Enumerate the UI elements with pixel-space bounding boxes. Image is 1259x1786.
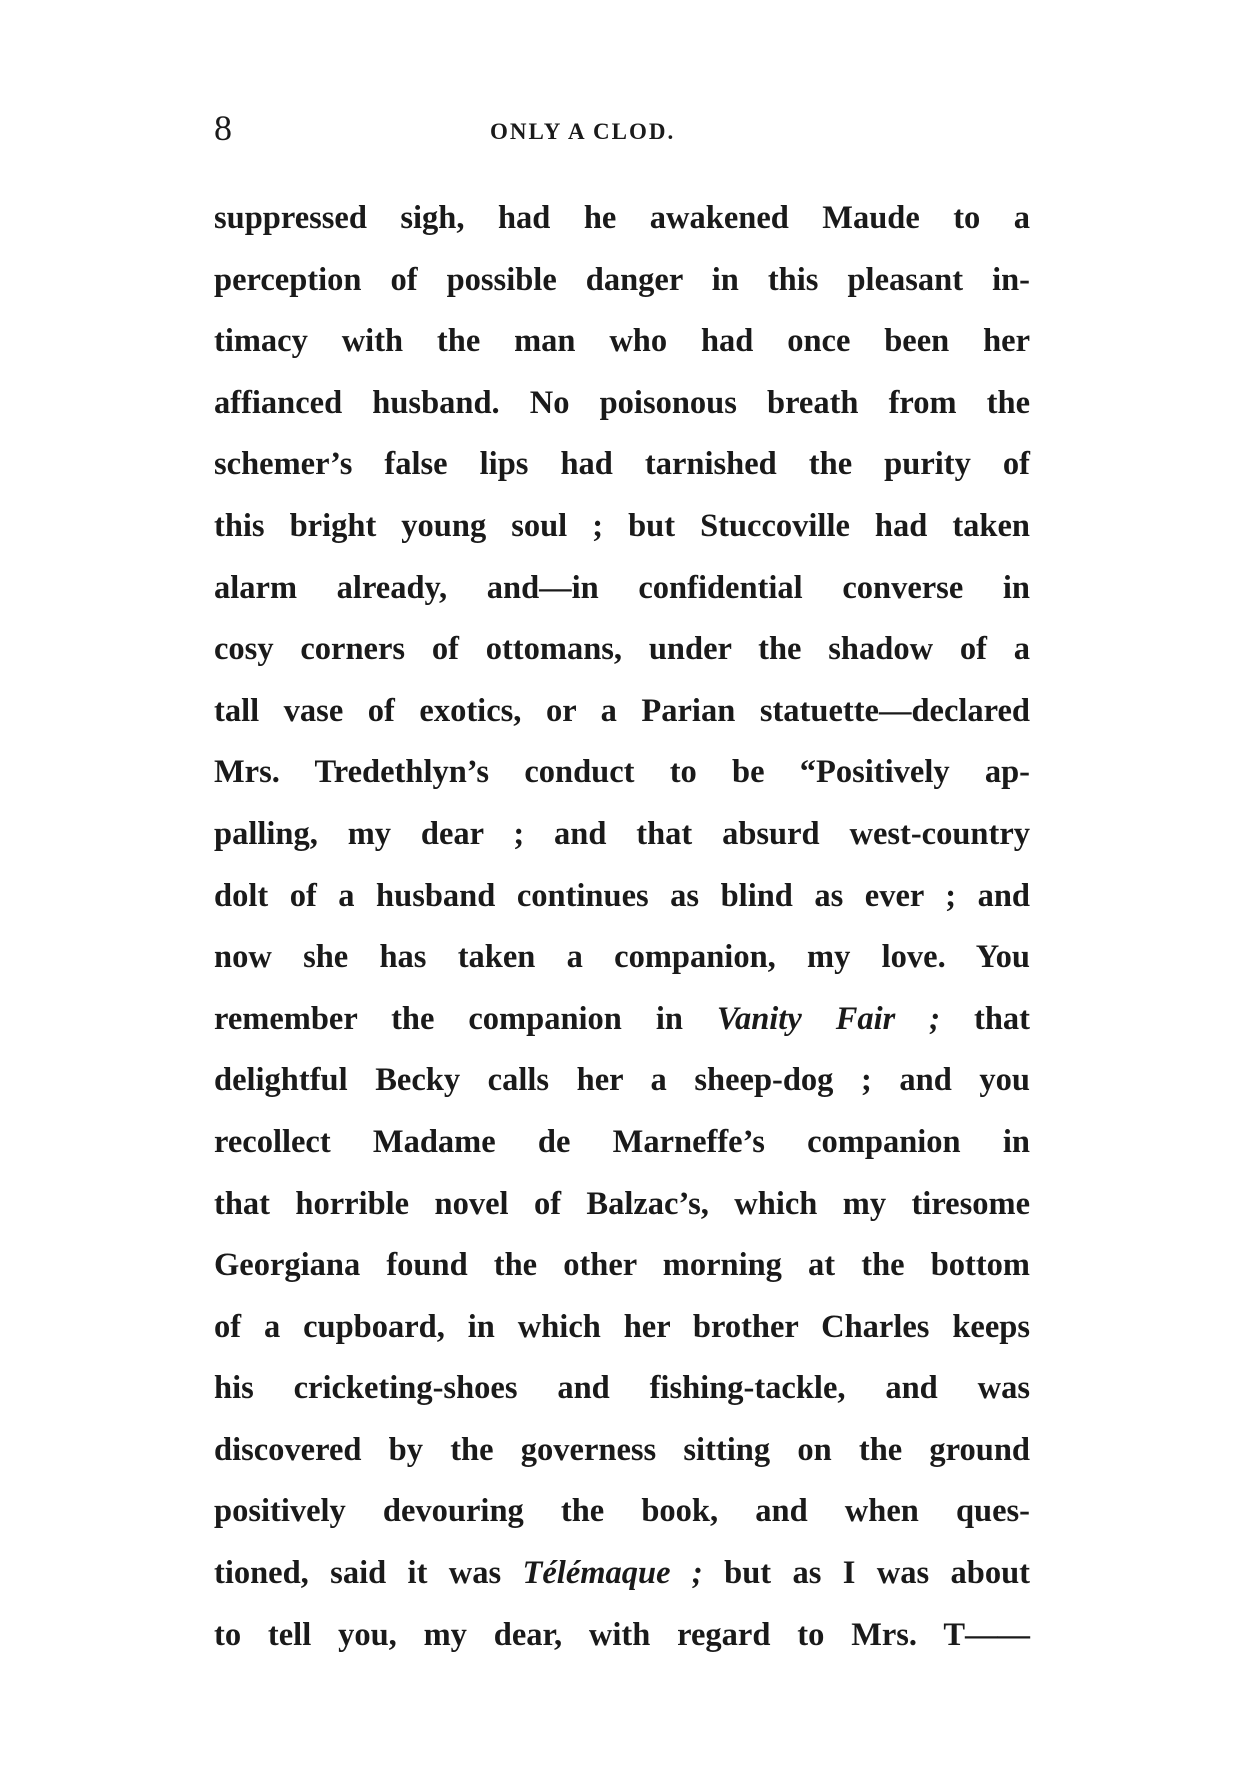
text-line [214,619,1030,681]
text-line [214,989,1030,1051]
text-line [214,681,1030,743]
text-line [214,188,1030,250]
text-segment: of a cupboard, in which her brother Charles keeps [214,1308,1030,1345]
text-segment: but as I was about [702,1555,1030,1592]
text-line [214,866,1030,928]
text-segment: now she has taken a companion, my love. You [214,939,1030,976]
text-line [214,373,1030,435]
text-segment: alarm already, and—in confidential converse in [214,569,1030,606]
text-line [214,1050,1030,1112]
text-line [214,250,1030,312]
text-segment: his cricketing-shoes and fishing-tackle, and was [214,1370,1030,1407]
text-segment: that horrible novel of Balzac’s, which my tiresome [214,1185,1030,1222]
running-title: ONLY A CLOD. [490,119,676,144]
text-segment: tall vase of exotics, or a Parian statuette—declared [214,692,1030,729]
text-line [214,434,1030,496]
text-line [214,1543,1030,1605]
text-line [214,558,1030,620]
text-line [214,1420,1030,1482]
text-segment: schemer’s false lips had tarnished the purity of [214,446,1030,483]
text-line [214,496,1030,558]
text-segment: this bright young soul ; but Stuccoville had taken [214,507,1030,544]
text-segment: cosy corners of ottomans, under the shadow of a [214,631,1030,668]
text-line [214,1358,1030,1420]
text-line [214,1112,1030,1174]
text-segment: remember the companion in [214,1000,717,1037]
text-segment: that [940,1000,1030,1037]
text-segment: timacy with the man who had once been her [214,323,1030,360]
text-segment: delightful Becky calls her a sheep-dog ; and you [214,1062,1030,1099]
text-segment: perception of possible danger in this pleasant in- [214,261,1030,298]
text-segment: positively devouring the book, and when ques- [214,1493,1030,1530]
text-segment: palling, my dear ; and that absurd west-country [214,815,1030,852]
text-segment: dolt of a husband continues as blind as ever ; and [214,877,1030,914]
italic-title: Vanity Fair ; [716,1000,941,1037]
text-segment: Mrs. Tredethlyn’s conduct to be “Positively ap- [214,754,1030,791]
body-text [214,188,1030,1666]
text-segment: affianced husband. No poisonous breath from the [214,384,1030,421]
text-segment: recollect Madame de Marneffe’s companion in [214,1123,1030,1160]
text-line [214,804,1030,866]
text-line [214,1481,1030,1543]
italic-title: Télémaque ; [522,1555,703,1592]
text-segment: to tell you, my dear, with regard to Mrs. T—— [214,1616,1030,1653]
text-line [214,1174,1030,1236]
text-line [214,1297,1030,1359]
text-line [214,311,1030,373]
text-segment: suppressed sigh, had he awakened Maude to a [214,200,1030,236]
text-segment: tioned, said it was [214,1555,523,1592]
page-number: 8 [214,108,232,148]
text-segment: Georgiana found the other morning at the bottom [214,1247,1030,1284]
text-line [214,742,1030,804]
text-line [214,927,1030,989]
text-line [214,1605,1030,1667]
text-line [214,1235,1030,1297]
text-segment: discovered by the governess sitting on the ground [214,1431,1030,1468]
